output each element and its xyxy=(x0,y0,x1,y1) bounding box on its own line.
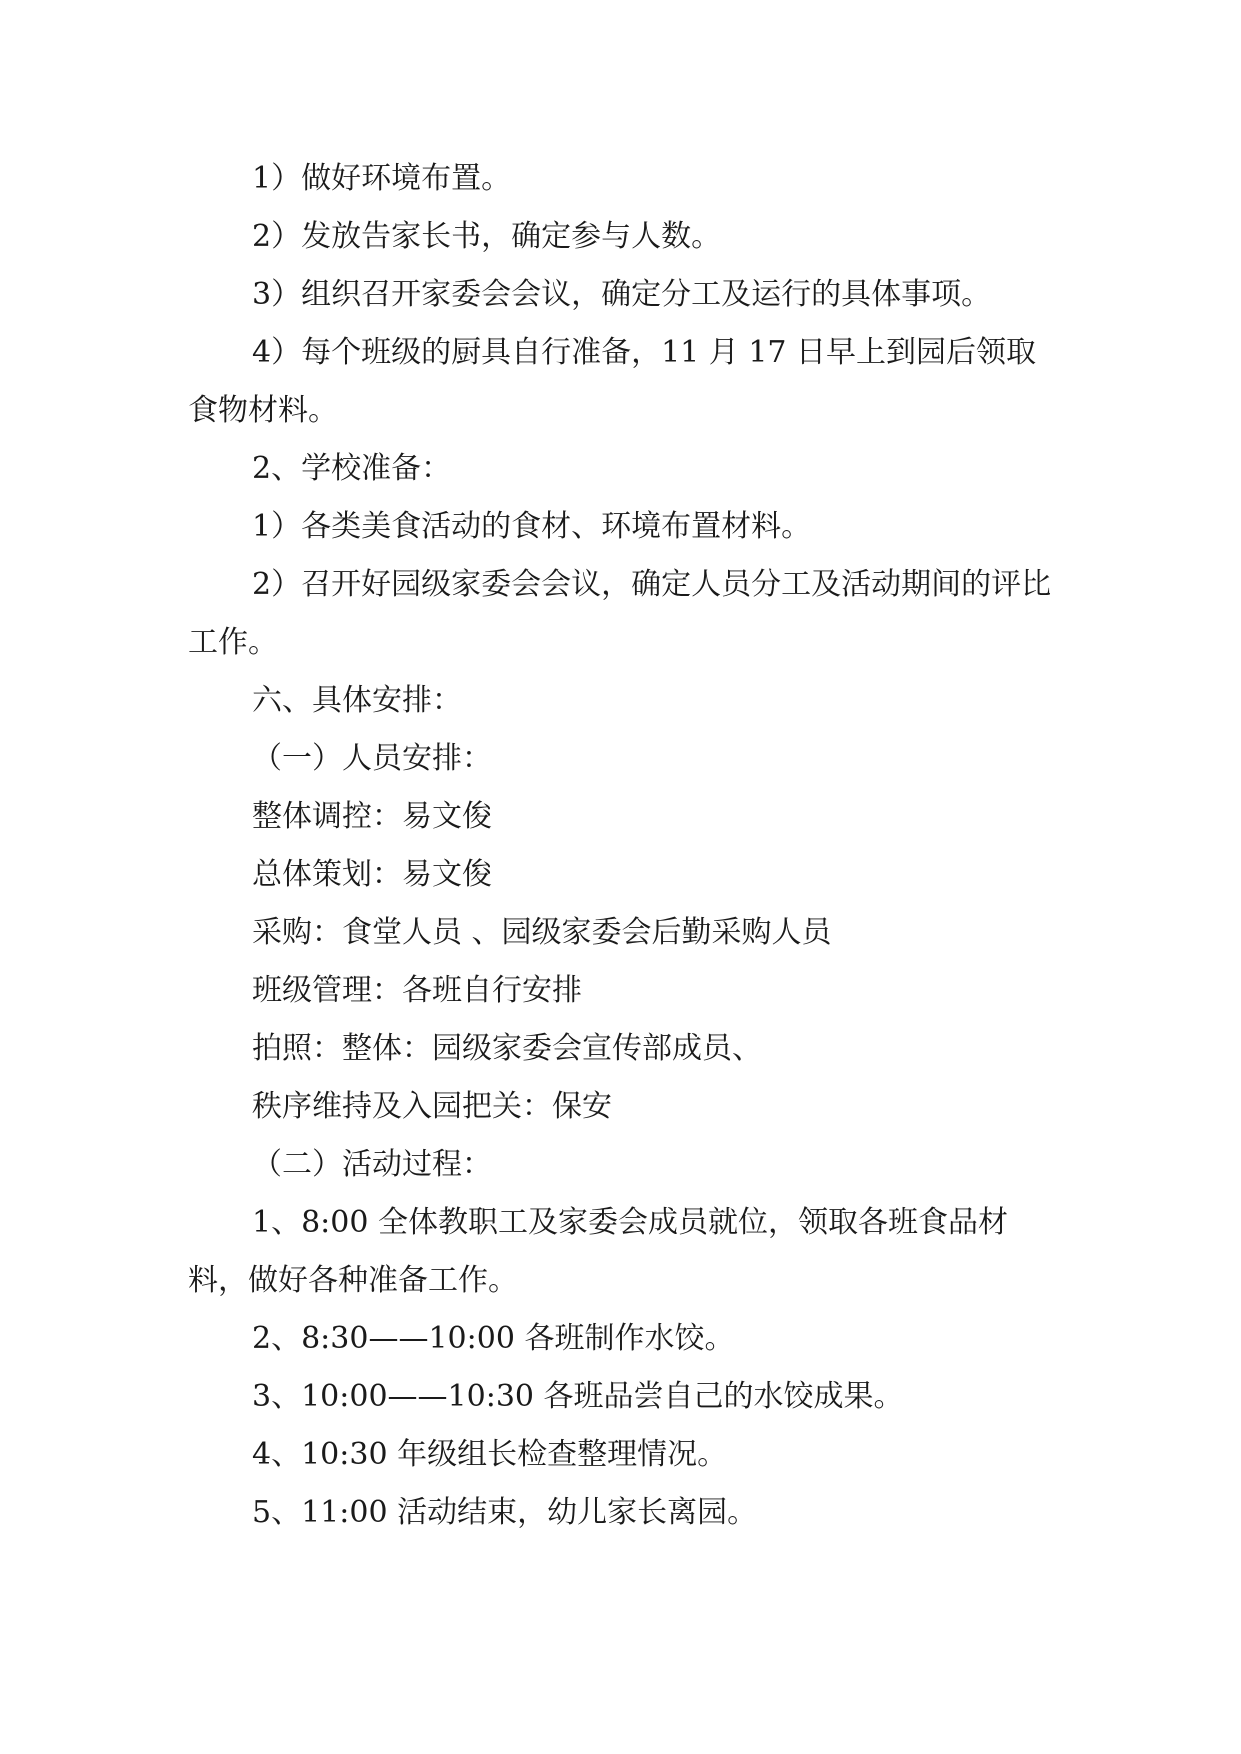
paragraph-5: 2、学校准备： xyxy=(252,451,452,486)
subsection-heading-personnel: （一）人员安排： xyxy=(252,741,492,776)
paragraph-6: 1）各类美食活动的食材、环境布置材料。 xyxy=(252,509,812,544)
paragraph-class-management: 班级管理：各班自行安排 xyxy=(252,973,582,1008)
subsection-heading-process: （二）活动过程： xyxy=(252,1147,492,1182)
paragraph-7: 2）召开好园级家委会会议，确定人员分工及活动期间的评比工作。 xyxy=(188,567,1052,660)
document-body xyxy=(188,150,1060,1542)
paragraph-planning: 总体策划：易文俊 xyxy=(252,857,492,892)
process-step-2: 2、8:30——10:00 各班制作水饺。 xyxy=(252,1321,735,1356)
paragraph-4: 4）每个班级的厨具自行准备，11 月 17 日早上到园后领取食物材料。 xyxy=(188,335,1037,428)
paragraph-1: 1）做好环境布置。 xyxy=(252,161,512,196)
paragraph-3: 3）组织召开家委会会议，确定分工及运行的具体事项。 xyxy=(252,277,992,312)
section-heading-arrangement: 六、具体安排： xyxy=(252,683,462,718)
process-step-1: 1、8:00 全体教职工及家委会成员就位，领取各班食品材料，做好各种准备工作。 xyxy=(188,1205,1008,1298)
process-step-5: 5、11:00 活动结束，幼儿家长离园。 xyxy=(252,1495,758,1530)
paragraph-photography: 拍照：整体：园级家委会宣传部成员、 xyxy=(252,1031,762,1066)
paragraph-2: 2）发放告家长书，确定参与人数。 xyxy=(252,219,722,254)
process-step-4: 4、10:30 年级组长检查整理情况。 xyxy=(252,1437,728,1472)
paragraph-security: 秩序维持及入园把关：保安 xyxy=(252,1089,612,1124)
paragraph-overall-control: 整体调控：易文俊 xyxy=(252,799,492,834)
process-step-3: 3、10:00——10:30 各班品尝自己的水饺成果。 xyxy=(252,1379,904,1414)
paragraph-purchasing: 采购：食堂人员 、园级家委会后勤采购人员 xyxy=(252,915,832,950)
